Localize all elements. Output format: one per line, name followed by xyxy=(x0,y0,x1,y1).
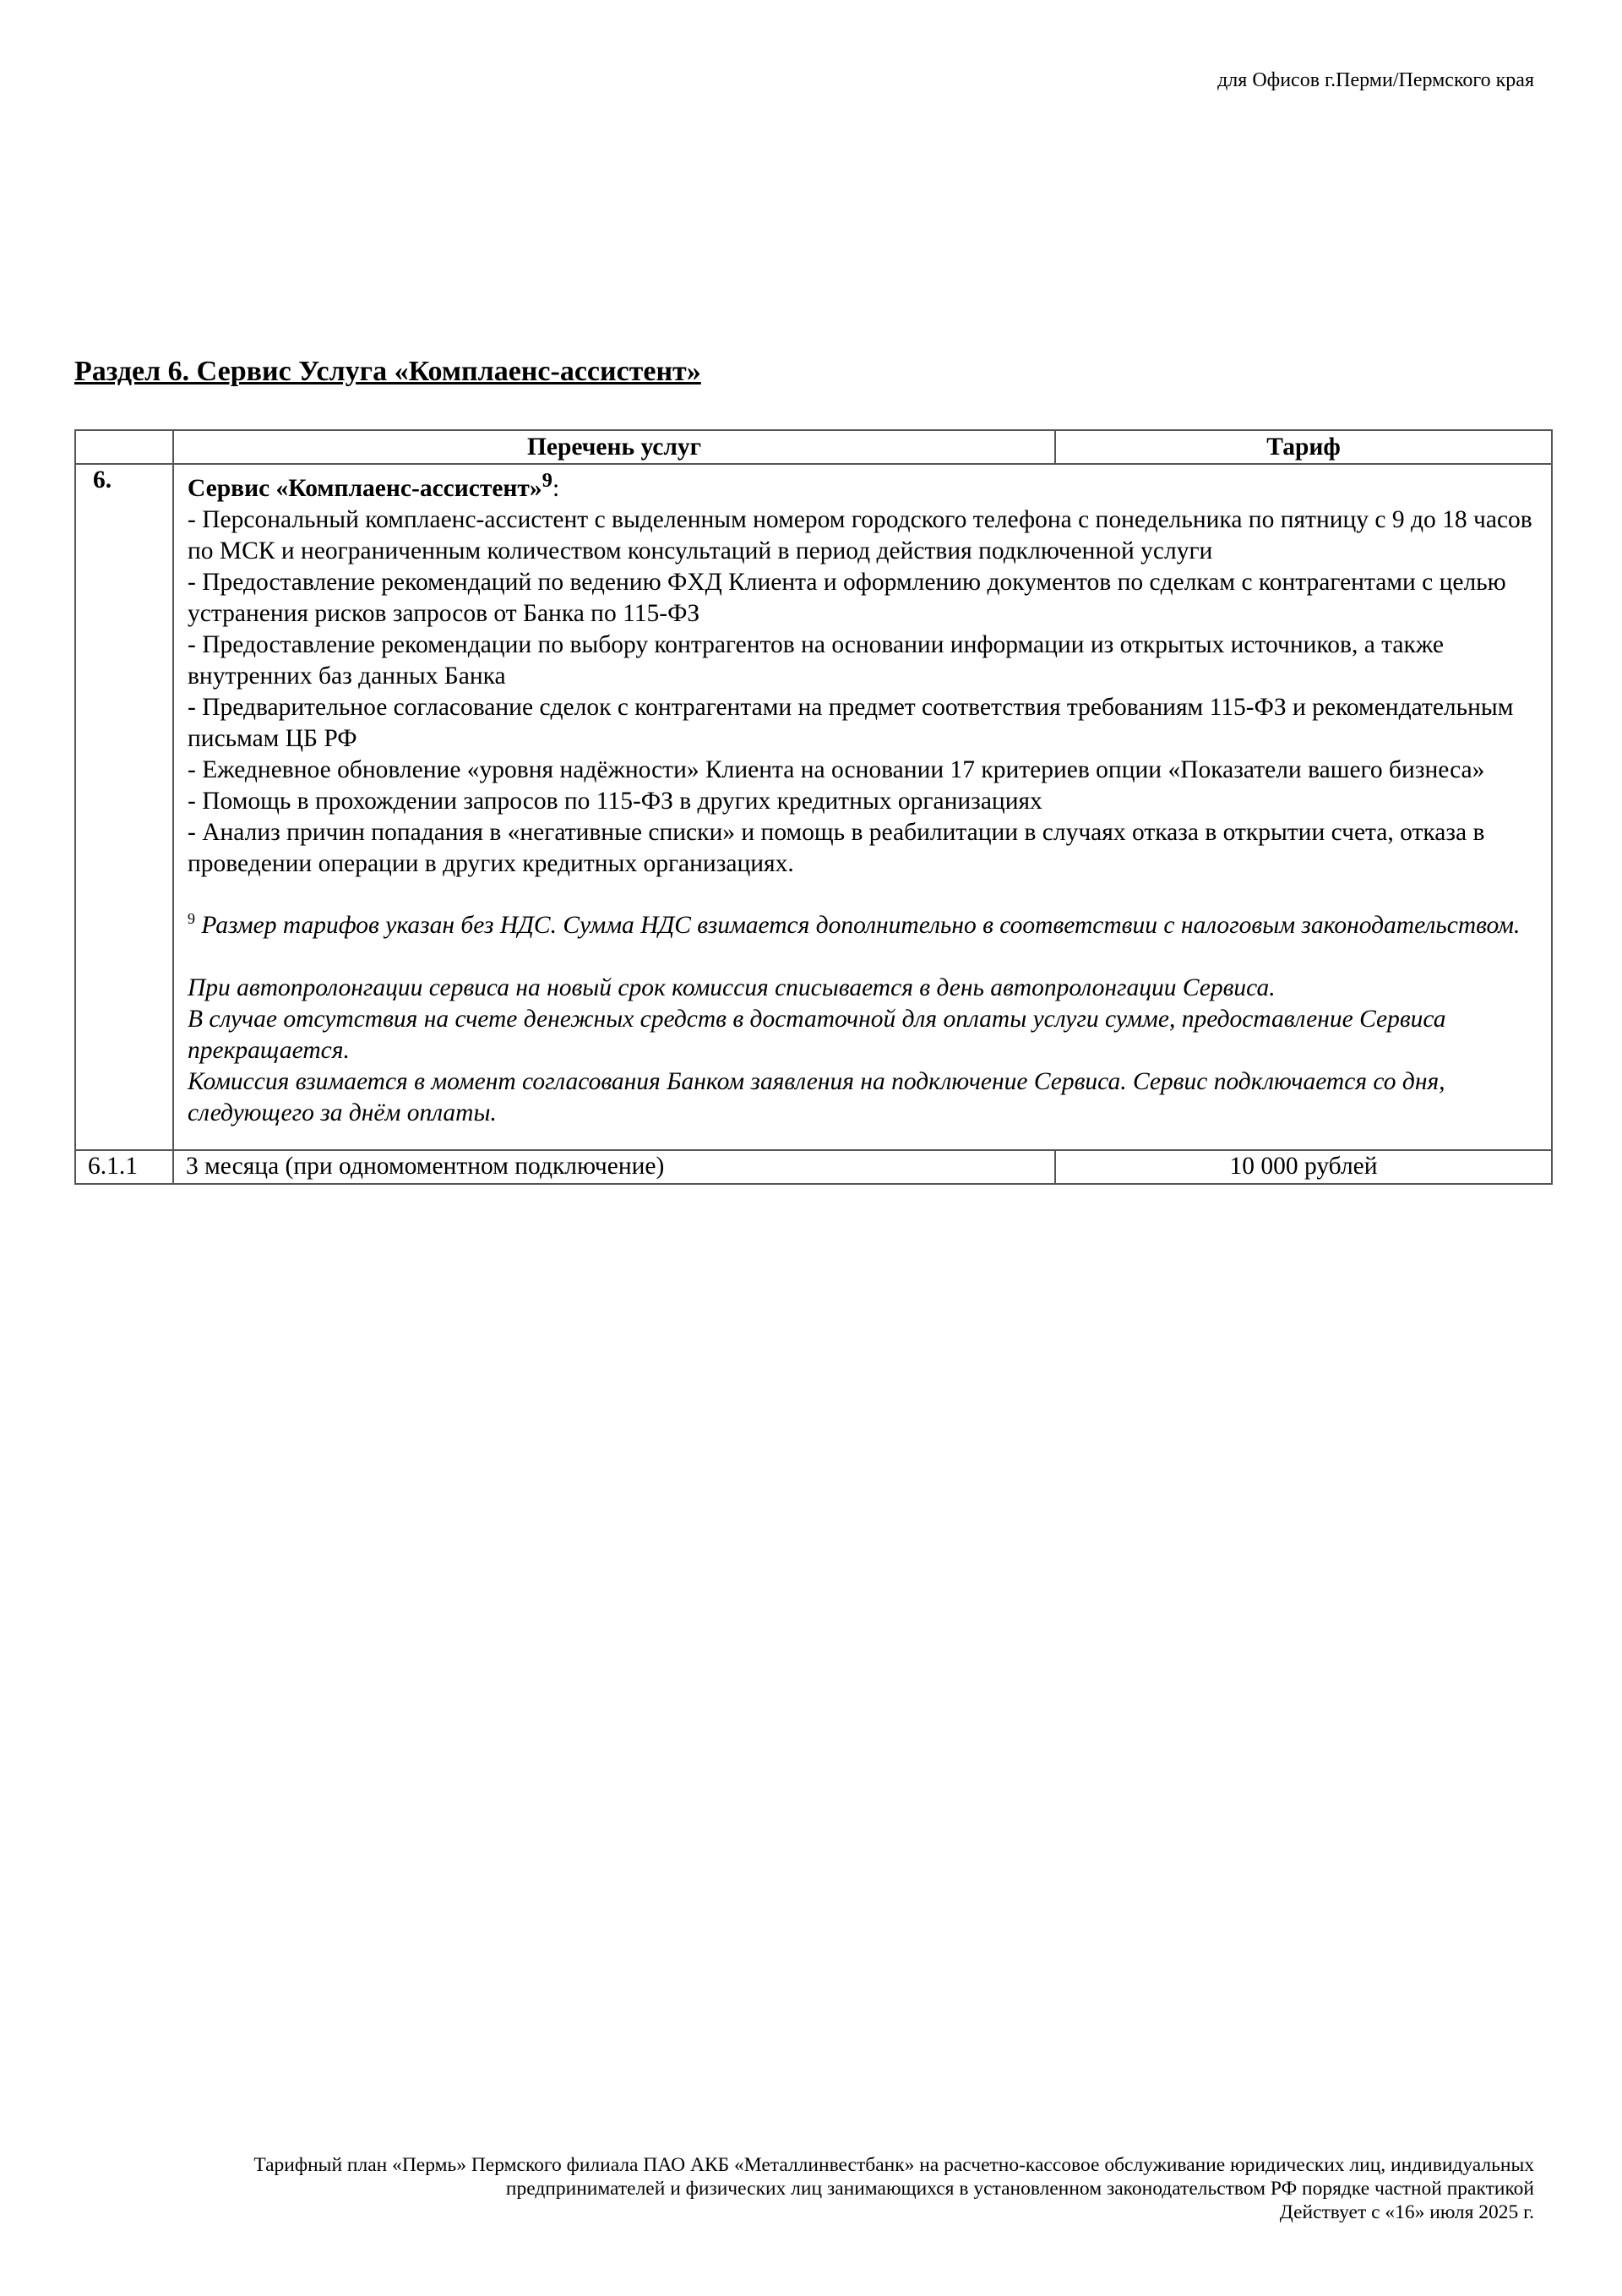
service-item: - Предоставление рекомендации по выбору контрагентов на основании информации из открытых источников, а также внутренних баз данных Банка xyxy=(188,630,1444,690)
footnote-text: Размер тарифов указан без НДС. Сумма НДС взимается дополнительно в соответствии с налоговым законодательством. xyxy=(201,911,1521,939)
rate-number: 6.1.1 xyxy=(75,1150,173,1184)
service-item: - Предоставление рекомендаций по ведению ФХД Клиента и оформлению документов по сделкам с контрагентами с целью устранения рисков запросов от Банка по 115-ФЗ xyxy=(188,568,1506,627)
section-title: Раздел 6. Сервис Услуга «Комплаенс-ассистент» xyxy=(74,356,701,387)
header-note: для Офисов г.Перми/Пермского края xyxy=(1217,69,1534,91)
footer xyxy=(47,2153,1534,2224)
service-footnote-mark: 9 xyxy=(542,469,552,492)
header-services: Перечень услуг xyxy=(173,430,1055,464)
footer-line: Тарифный план «Пермь» Пермского филиала ПАО АКБ «Металлинвестбанк» на расчетно-кассовое обслуживание юридических лиц, индивидуальных xyxy=(253,2154,1534,2176)
service-item: - Анализ причин попадания в «негативные списки» и помощь в реабилитации в случаях отказа в открытии счета, отказа в проведении операции в других кредитных организациях. xyxy=(188,818,1485,877)
service-row xyxy=(75,464,1552,1150)
service-number: 6. xyxy=(75,464,173,1150)
footnote-block xyxy=(188,910,1539,941)
service-note: При автопролонгации сервиса на новый срок комиссия списывается в день автопролонгации Сервиса. xyxy=(188,973,1276,1001)
rate-label: 3 месяца (при одномоментном подключение) xyxy=(173,1150,1055,1184)
header-tariff: Тариф xyxy=(1055,430,1552,464)
service-item: - Помощь в прохождении запросов по 115-ФЗ в других кредитных организациях xyxy=(188,787,1042,815)
table-header-row xyxy=(75,430,1552,464)
service-note: Комиссия взимается в момент согласования Банком заявления на подключение Сервиса. Сервис подключается со дня, следующего за днём оплаты. xyxy=(188,1067,1445,1126)
service-note: В случае отсутствия на счете денежных средств в достаточной для оплаты услуги сумме, предоставление Сервиса прекращается. xyxy=(188,1005,1446,1064)
service-item: - Предварительное согласование сделок с контрагентами на предмет соответствия требованиям 115-ФЗ и рекомендательным письмам ЦБ РФ xyxy=(188,693,1514,752)
footer-effective-date: Действует с «16» июля 2025 г. xyxy=(1279,2201,1534,2223)
service-description xyxy=(173,464,1552,1150)
header-empty-cell xyxy=(75,430,173,464)
service-title-suffix: : xyxy=(552,474,560,502)
service-item: - Ежедневное обновление «уровня надёжности» Клиента на основании 17 критериев опции «Показатели вашего бизнеса» xyxy=(188,755,1485,783)
service-item: - Персональный комплаенс-ассистент с выделенным номером городского телефона с понедельника по пятницу с 9 до 18 часов по МСК и неограниченным количеством консультаций в период действия подключенной услуги xyxy=(188,505,1532,564)
rate-price: 10 000 рублей xyxy=(1055,1150,1552,1184)
footer-line: предпринимателей и физических лиц занимающихся в установленном законодательством РФ порядке частной практикой xyxy=(505,2178,1534,2200)
rate-row xyxy=(75,1150,1552,1184)
service-title-line xyxy=(188,465,1539,504)
service-title: Сервис «Комплаенс-ассистент» xyxy=(188,474,542,502)
tariff-table xyxy=(74,429,1553,1185)
footnote-mark: 9 xyxy=(188,910,195,927)
